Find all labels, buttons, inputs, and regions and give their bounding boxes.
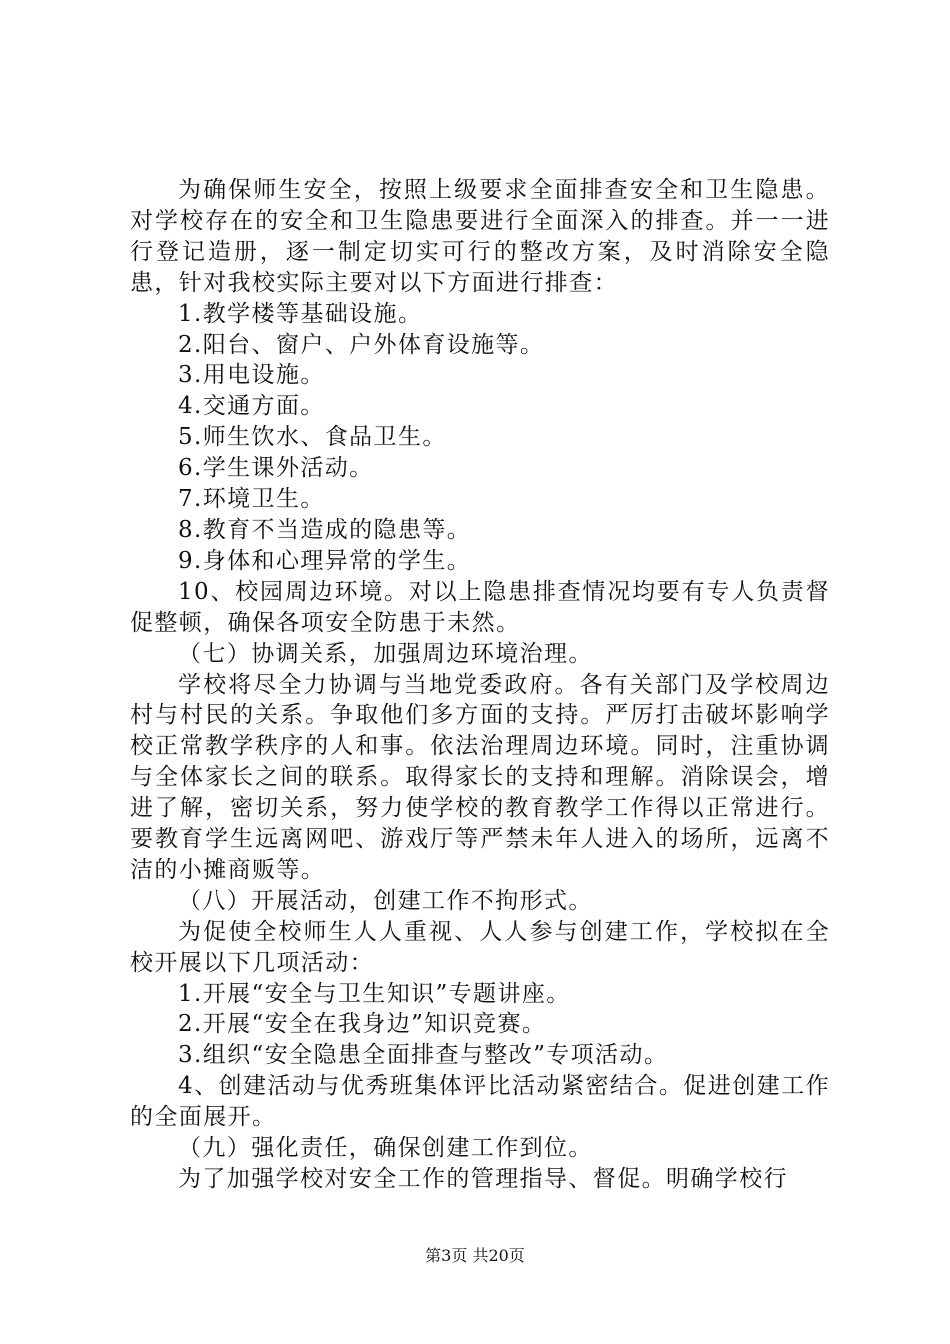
list-item: 3.用电设施。 <box>178 362 325 389</box>
list-item: 10、校园周边环境。对以上隐患排查情况均要有专人负责督促整顿，确保各项安全防患于未然。 <box>130 578 830 636</box>
list-item: 4、创建活动与优秀班集体评比活动紧密结合。促进创建工作的全面展开。 <box>130 1073 830 1131</box>
list-item: 5.师生饮水、食品卫生。 <box>178 424 447 451</box>
list-item: 2.开展“安全在我身边”知识竞赛。 <box>178 1011 547 1038</box>
list-item: 9.身体和心理异常的学生。 <box>178 547 472 574</box>
list-item: 3.组织“安全隐患全面排查与整改”专项活动。 <box>178 1042 669 1069</box>
paragraph: 为确保师生安全，按照上级要求全面排查安全和卫生隐患。对学校存在的安全和卫生隐患要进行全面深入的排查。并一一进行登记造册，逐一制定切实可行的整改方案，及时消除安全隐患，针对我校实际主要对以下方面进行排查： <box>130 177 830 296</box>
paragraph: 为了加强学校对安全工作的管理指导、督促。明确学校行 <box>178 1166 788 1192</box>
page-footer: 第3页 共20页 <box>425 1246 525 1265</box>
section-heading: （九）强化责任，确保创建工作到位。 <box>178 1135 593 1162</box>
list-item: 1.开展“安全与卫生知识”专题讲座。 <box>178 980 571 1007</box>
section-heading: （七）协调关系，加强周边环境治理。 <box>178 640 593 667</box>
list-item: 4.交通方面。 <box>178 393 325 420</box>
list-item: 8.教育不当造成的隐患等。 <box>178 516 472 543</box>
list-item: 2.阳台、窗户、户外体育设施等。 <box>178 331 545 358</box>
list-item: 7.环境卫生。 <box>178 486 325 513</box>
section-heading: （八）开展活动，创建工作不拘形式。 <box>178 887 593 914</box>
list-item: 6.学生课外活动。 <box>178 455 374 482</box>
list-item: 1.教学楼等基础设施。 <box>178 300 423 327</box>
body-text <box>130 175 830 1195</box>
paragraph: 学校将尽全力协调与当地党委政府。各有关部门及学校周边村与村民的关系。争取他们多方面的支持。严厉打击破坏影响学校正常教学秩序的人和事。依法治理周边环境。同时，注重协调与全体家长之间的联系。取得家长的支持和理解。消除误会，增进了解，密切关系，努力使学校的教育教学工作得以正常进行。要教育学生远离网吧、游戏厅等严禁未年人进入的场所，远离不洁的小摊商贩等。 <box>130 671 830 883</box>
paragraph: 为促使全校师生人人重视、人人参与创建工作，学校拟在全校开展以下几项活动： <box>130 918 830 976</box>
